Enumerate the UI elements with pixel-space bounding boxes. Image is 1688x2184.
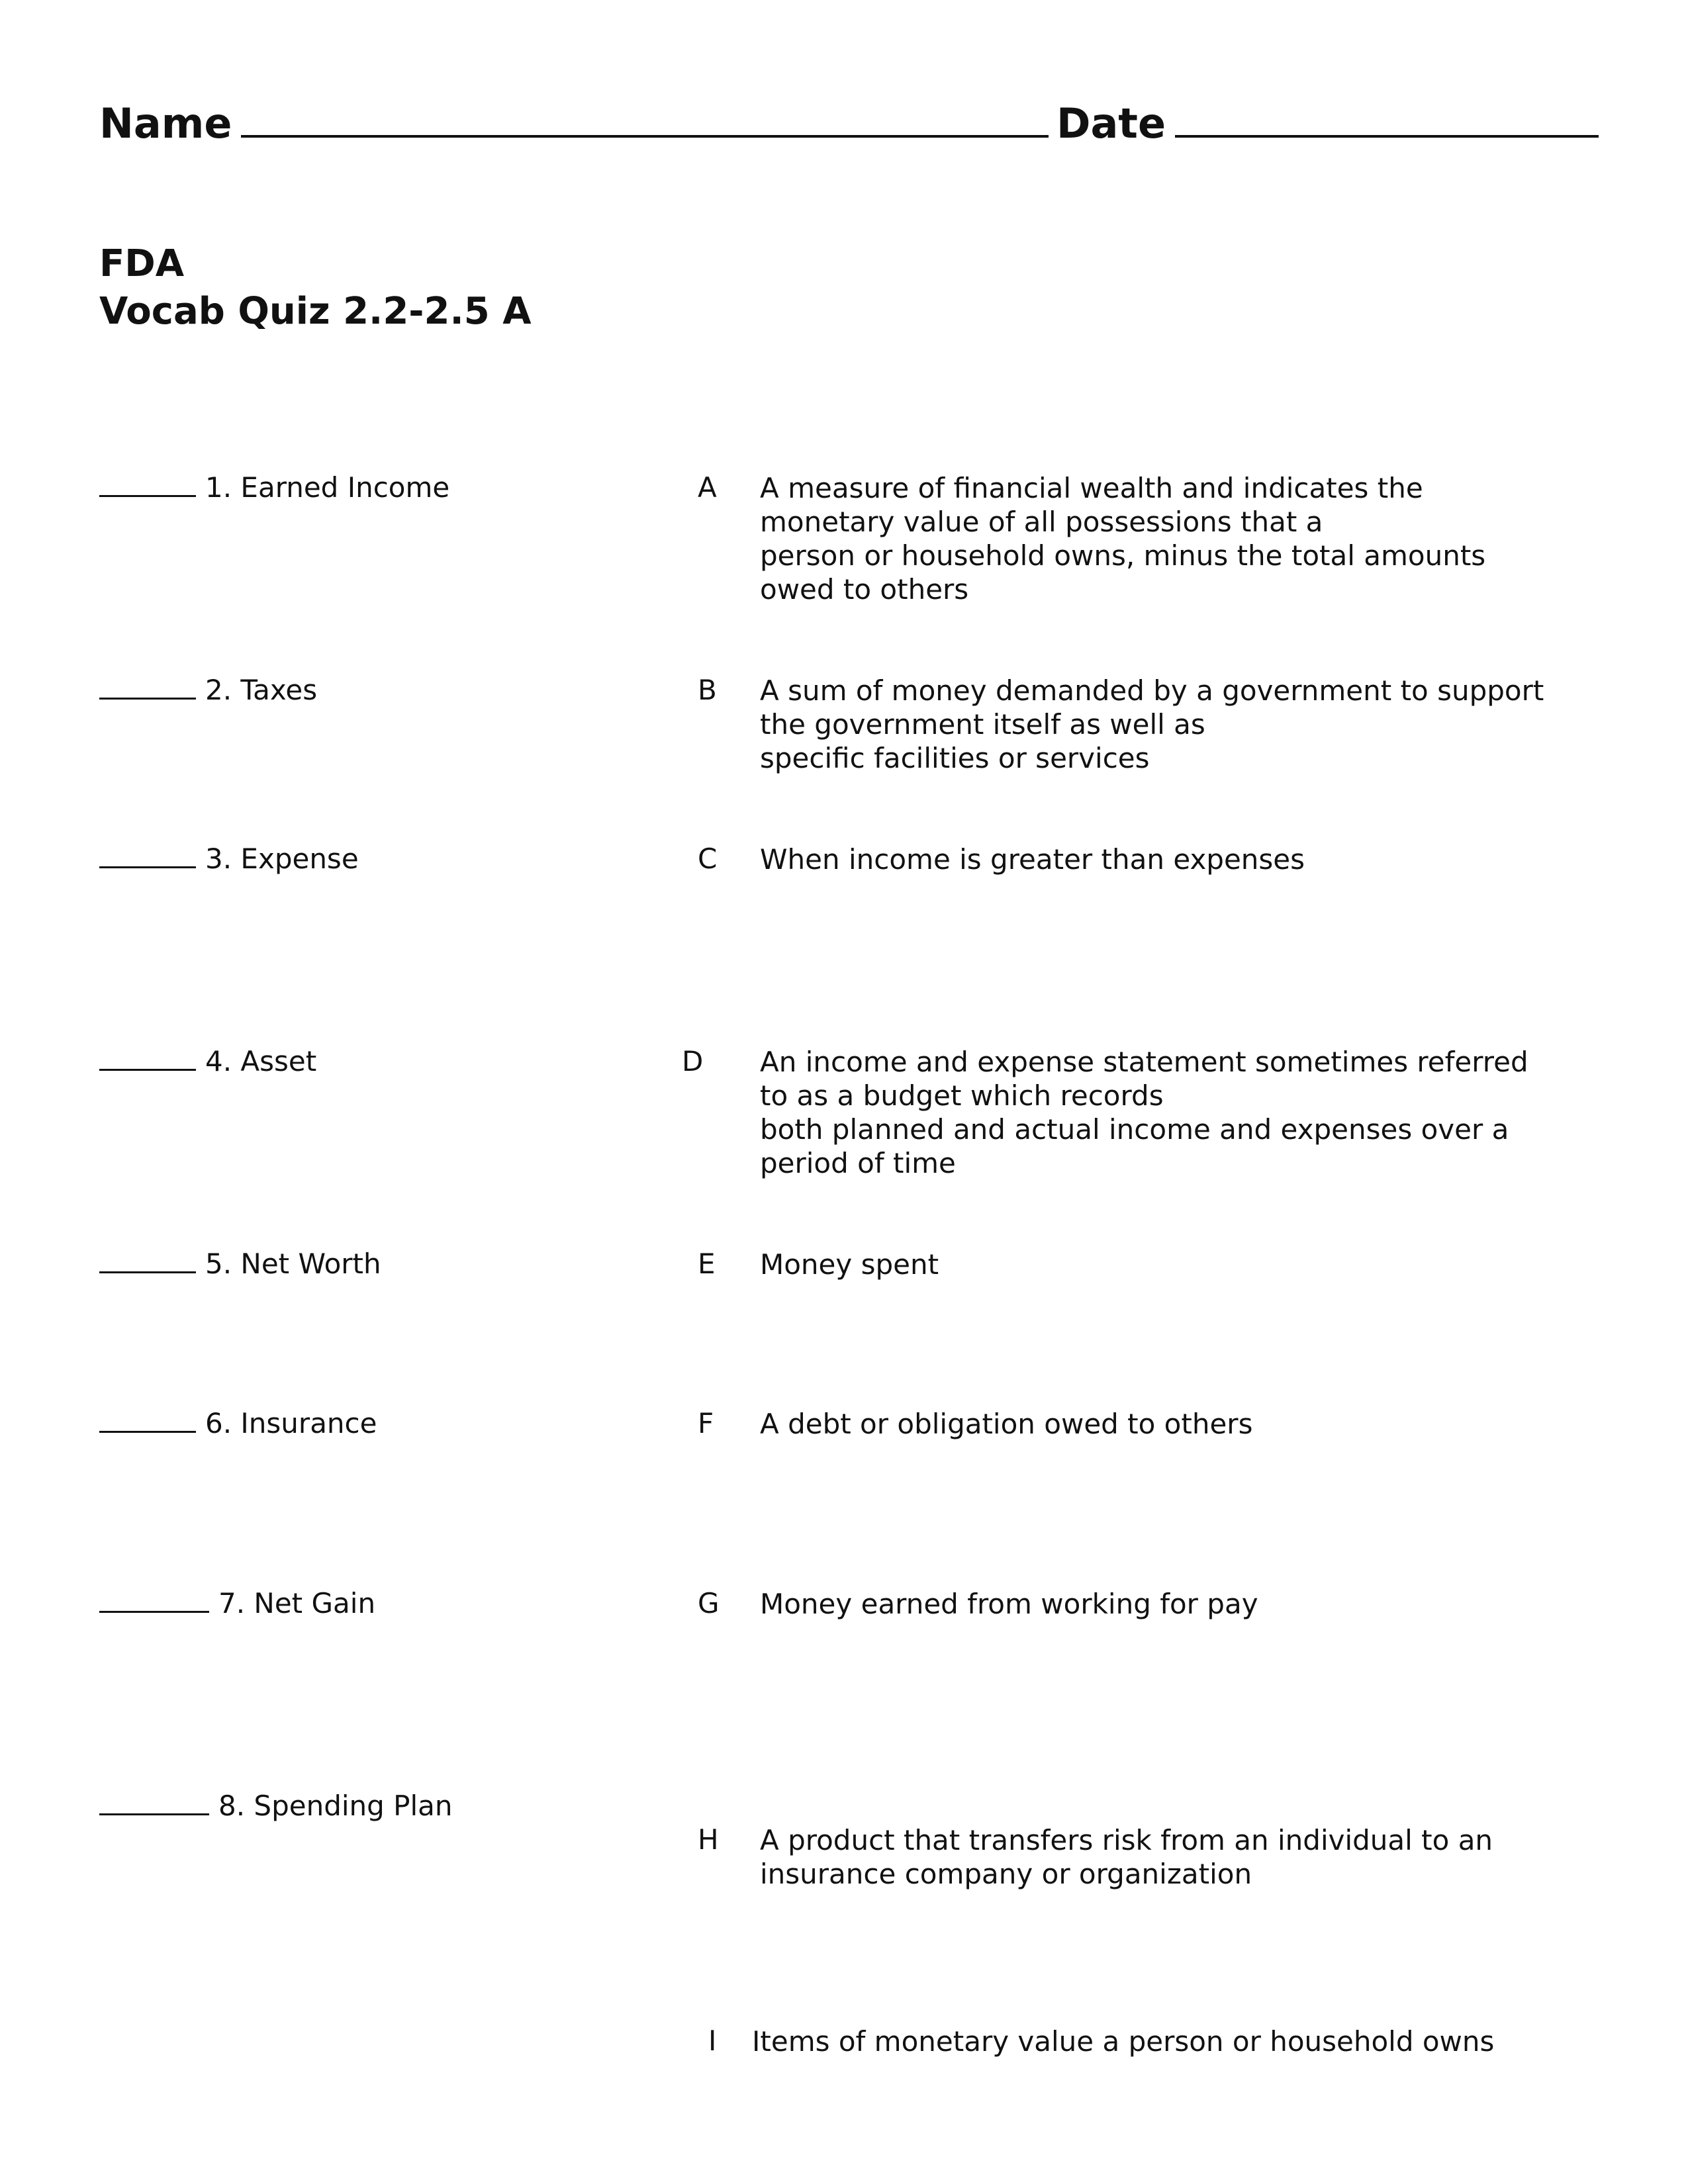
definition-text: [760, 1587, 1568, 1621]
date-field[interactable]: [1056, 99, 1599, 148]
definition-text: [760, 471, 1568, 606]
definition-line: owed to others: [760, 573, 969, 606]
definition-line: both planned and actual income and expenses over a: [760, 1113, 1509, 1146]
definition-line: monetary value of all possessions that a: [760, 506, 1323, 538]
answer-blank[interactable]: [99, 1587, 209, 1613]
definition-letter: F: [698, 1407, 714, 1439]
name-line[interactable]: [241, 101, 1049, 138]
term-label: 2. Taxes: [205, 674, 318, 706]
term-item: [99, 471, 449, 504]
definition-text: [760, 1248, 1568, 1281]
definition-text: [760, 674, 1568, 775]
name-label: Name: [99, 99, 232, 148]
term-label: 6. Insurance: [205, 1407, 377, 1439]
answer-blank[interactable]: [99, 1790, 209, 1815]
term-label: 8. Spending Plan: [218, 1790, 453, 1822]
definition-text: [752, 2025, 1560, 2058]
definition-text: [760, 1407, 1568, 1441]
term-item: [99, 1248, 381, 1280]
term-label: 3. Expense: [205, 842, 359, 875]
answer-blank[interactable]: [99, 842, 196, 868]
definition-line: A debt or obligation owed to others: [760, 1408, 1253, 1440]
answer-blank[interactable]: [99, 1045, 196, 1071]
definition-line: the government itself as well as: [760, 708, 1205, 741]
definition-letter: E: [698, 1248, 716, 1280]
definition-letter: D: [682, 1045, 704, 1077]
definition-line: Money earned from working for pay: [760, 1588, 1258, 1620]
term-item: [99, 674, 317, 706]
term-item: [99, 1790, 453, 1822]
definition-letter: C: [698, 842, 718, 875]
definition-line: An income and expense statement sometimes referred: [760, 1046, 1528, 1078]
definition-line: A measure of financial wealth and indicates the: [760, 472, 1423, 504]
name-field[interactable]: [99, 99, 1049, 148]
definition-line: specific facilities or services: [760, 742, 1150, 774]
definition-text: [760, 1045, 1568, 1180]
definition-line: Items of monetary value a person or household owns: [752, 2025, 1495, 2058]
definition-letter: I: [708, 2025, 717, 2057]
term-item: [99, 1587, 375, 1619]
term-label: 1. Earned Income: [205, 471, 450, 504]
answer-blank[interactable]: [99, 1407, 196, 1433]
definition-letter: H: [698, 1823, 719, 1856]
definition-line: A product that transfers risk from an individual to an: [760, 1824, 1493, 1856]
term-item: [99, 842, 359, 875]
definition-line: Money spent: [760, 1248, 939, 1281]
answer-blank[interactable]: [99, 674, 196, 700]
definition-line: A sum of money demanded by a government to support: [760, 674, 1544, 707]
definition-line: insurance company or organization: [760, 1858, 1252, 1890]
term-label: 7. Net Gain: [218, 1587, 376, 1619]
definition-text: [760, 1823, 1568, 1891]
definition-line: period of time: [760, 1147, 956, 1179]
quiz-title: Vocab Quiz 2.2-2.5 A: [99, 290, 532, 333]
date-label: Date: [1056, 99, 1166, 148]
term-label: 5. Net Worth: [205, 1248, 381, 1280]
definition-text: [760, 842, 1568, 876]
course-title: FDA: [99, 242, 185, 285]
definition-line: When income is greater than expenses: [760, 843, 1305, 876]
definition-line: to as a budget which records: [760, 1079, 1164, 1112]
term-label: 4. Asset: [205, 1045, 317, 1077]
definition-letter: B: [698, 674, 717, 706]
term-item: [99, 1045, 316, 1077]
answer-blank[interactable]: [99, 471, 196, 497]
definition-line: person or household owns, minus the total amounts: [760, 539, 1486, 572]
answer-blank[interactable]: [99, 1248, 196, 1273]
definition-letter: A: [698, 471, 717, 504]
definition-letter: G: [698, 1587, 720, 1619]
date-line[interactable]: [1175, 101, 1599, 138]
term-item: [99, 1407, 377, 1439]
